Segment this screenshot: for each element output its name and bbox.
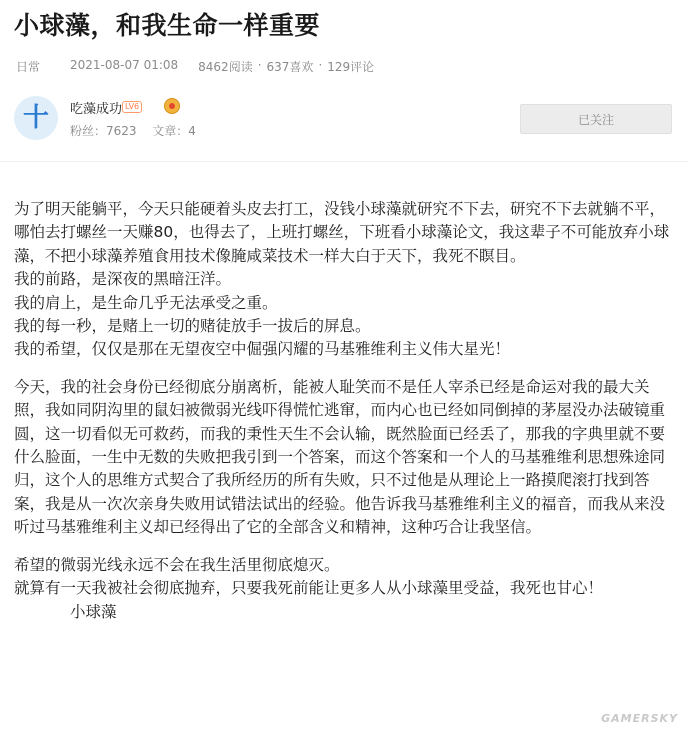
like-count[interactable]: 637喜欢	[266, 60, 314, 74]
level-badge: LV6	[122, 101, 142, 113]
author-name[interactable]: 吃藻成功	[70, 102, 123, 117]
paragraph-2: 今天，我的社会身份已经彻底分崩离析，能被人耻笑而不是任人宰杀已经是命运对我的最大关照，我如同阴沟里的鼠妇被微弱光线吓得慌忙逃窜，而内心也已经如同倒掉的茅屋没办法破镜重圆，这一切看似无可救药，而我的秉性天生不会认输，既然脸面已经丢了，那我的字典里就不要什么脸面，一生中无数的失败把我引到一个答案，而这个答案和一个人的马基雅维利思想殊途同归，这个人的思维方式契合了我所经历的所有失败，只不过他是从理论上一路摸爬滚打找到答案，我是从一次次亲身失败用试错法试出的经验。他告诉我马基雅维利主义的福音，而我从来没听过马基雅维利主义却已经得出了它的全部含义和精神，这种巧合让我坚信。	[14, 377, 666, 537]
comment-count[interactable]: 129评论	[327, 60, 375, 74]
article-title: 小球藻，和我生命一样重要	[14, 11, 321, 40]
avatar-cross-icon: 十	[22, 103, 49, 133]
avatar[interactable]	[14, 96, 58, 140]
view-count: 8462阅读	[198, 60, 253, 74]
follow-button[interactable]: 已关注	[520, 104, 672, 134]
category-label[interactable]: 日常	[16, 60, 41, 74]
paragraph-1: 为了明天能躺平，今天只能硬着头皮去打工，没钱小球藻就研究不下去，研究不下去就躺不平，哪怕去打螺丝一天赚80，也得去了，上班打螺丝，下班看小球藻论文，我这辈子不可能放弃小球藻，不把小球藻养殖食用技术像腌咸菜技术一样大白于天下，我死不瞑目。	[14, 200, 670, 265]
articles-count: 4	[188, 124, 196, 138]
line-5: 希望的微弱光线永远不会在我生活里彻底熄灭。	[14, 555, 340, 574]
publish-date: 2021-08-07 01:08	[70, 58, 179, 72]
line-6: 就算有一天我被社会彻底抛弃，只要我死前能让更多人从小球藻里受益，我死也甘心！	[14, 579, 604, 598]
followers-label: 粉丝：	[70, 124, 107, 138]
followers-count: 7623	[106, 124, 137, 138]
article-meta: 日常 2021-08-07 01:08 8462阅读 · 637喜欢 · 129评论	[16, 58, 375, 74]
medal-icon	[164, 98, 180, 114]
articles-label: 文章：	[152, 124, 189, 138]
signature: 小球藻	[70, 602, 117, 621]
header-divider	[0, 161, 688, 162]
line-4: 我的希望，仅仅是那在无望夜空中倔强闪耀的马基雅维利主义伟大星光！	[14, 340, 511, 359]
author-card	[14, 96, 674, 142]
author-stats	[70, 122, 196, 139]
line-3: 我的每一秒，是赌上一切的赌徒放手一拔后的屏息。	[14, 317, 371, 336]
line-1: 我的前路，是深夜的黑暗汪洋。	[14, 270, 232, 289]
article-body	[14, 198, 678, 624]
line-2: 我的肩上，是生命几乎无法承受之重。	[14, 293, 278, 312]
site-watermark: GAMERSKY	[601, 712, 678, 725]
